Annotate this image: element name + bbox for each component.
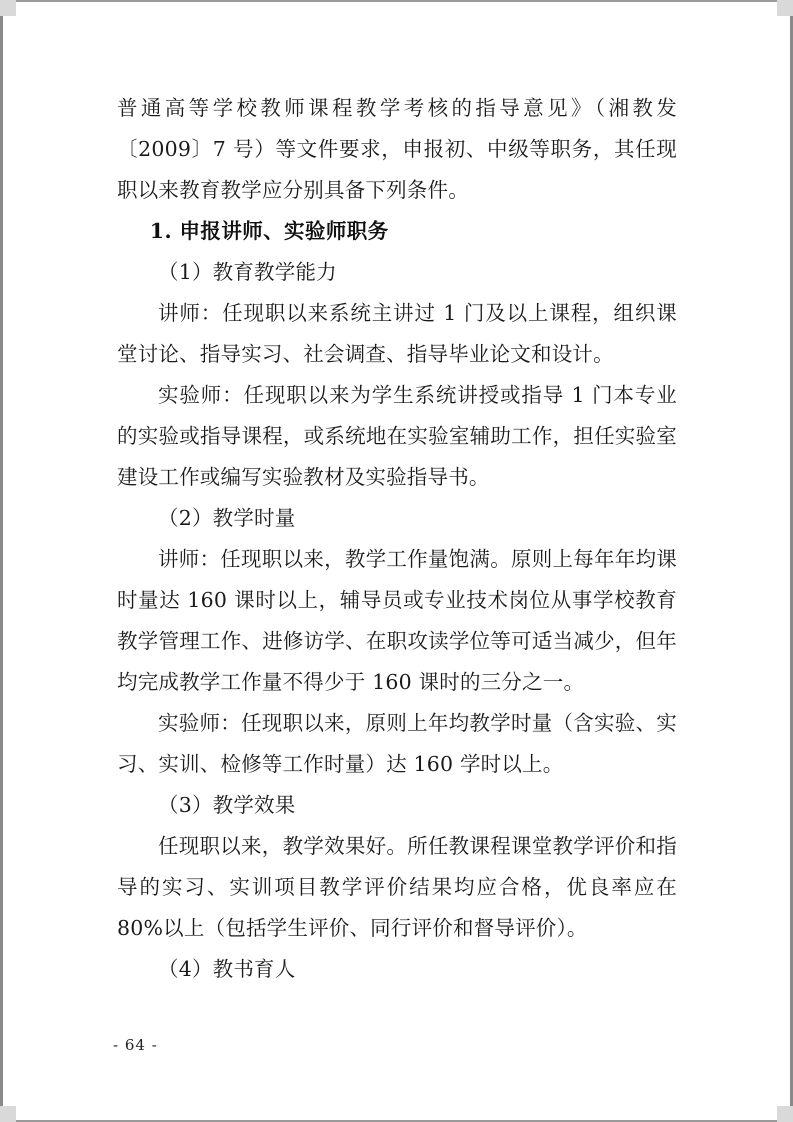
paragraph-experimentalist-teaching-ability: 实验师：任现职以来为学生系统讲授或指导 1 门本专业的实验或指导课程，或系统地在实验室辅助工作，担任实验室建设工作或编写实验教材及实验指导书。	[117, 383, 677, 489]
section-heading-1: 1. 申报讲师、实验师职务	[149, 219, 389, 243]
paragraph-lecturer-teaching-ability: 讲师：任现职以来系统主讲过 1 门及以上课程，组织课堂讨论、指导实习、社会调查、指导毕业论文和设计。	[117, 301, 677, 366]
page-corner-top-right	[777, 0, 793, 16]
subsection-label-3: （3）教学效果	[158, 793, 296, 817]
page-number: - 64 -	[113, 1036, 158, 1054]
paragraph-experimentalist-teaching-hours: 实验师：任现职以来，原则上年均教学时量（含实验、实习、实训、检修等工作时量）达 160 学时以上。	[117, 711, 677, 776]
paragraph-teaching-effectiveness: 任现职以来，教学效果好。所任教课程课堂教学评价和指导的实习、实训项目教学评价结果均应合格，优良率应在 80%以上（包括学生评价、同行评价和督导评价）。	[117, 834, 677, 940]
page-edge-left	[0, 0, 3, 1122]
page-edge-top	[0, 0, 793, 2]
paragraph-lecturer-teaching-hours: 讲师：任现职以来，教学工作量饱满。原则上每年年均课时量达 160 课时以上，辅导员或专业技术岗位从事学校教育教学管理工作、进修访学、在职攻读学位等可适当减少，但年均完成教学工作量不得少于 160 课时的三分之一。	[117, 547, 677, 694]
subsection-label-1: （1）教育教学能力	[158, 260, 337, 284]
page-corner-top-left	[0, 0, 16, 16]
page-body	[117, 88, 677, 990]
subsection-label-4: （4）教书育人	[158, 957, 296, 981]
page-corner-bottom-left	[0, 1106, 16, 1122]
subsection-label-2: （2）教学时量	[158, 506, 296, 530]
page-corner-bottom-right	[777, 1106, 793, 1122]
paragraph-continuation: 普通高等学校教师课程教学考核的指导意见》（湘教发〔2009〕7 号）等文件要求，申报初、中级等职务，其任现职以来教育教学应分别具备下列条件。	[117, 96, 677, 202]
